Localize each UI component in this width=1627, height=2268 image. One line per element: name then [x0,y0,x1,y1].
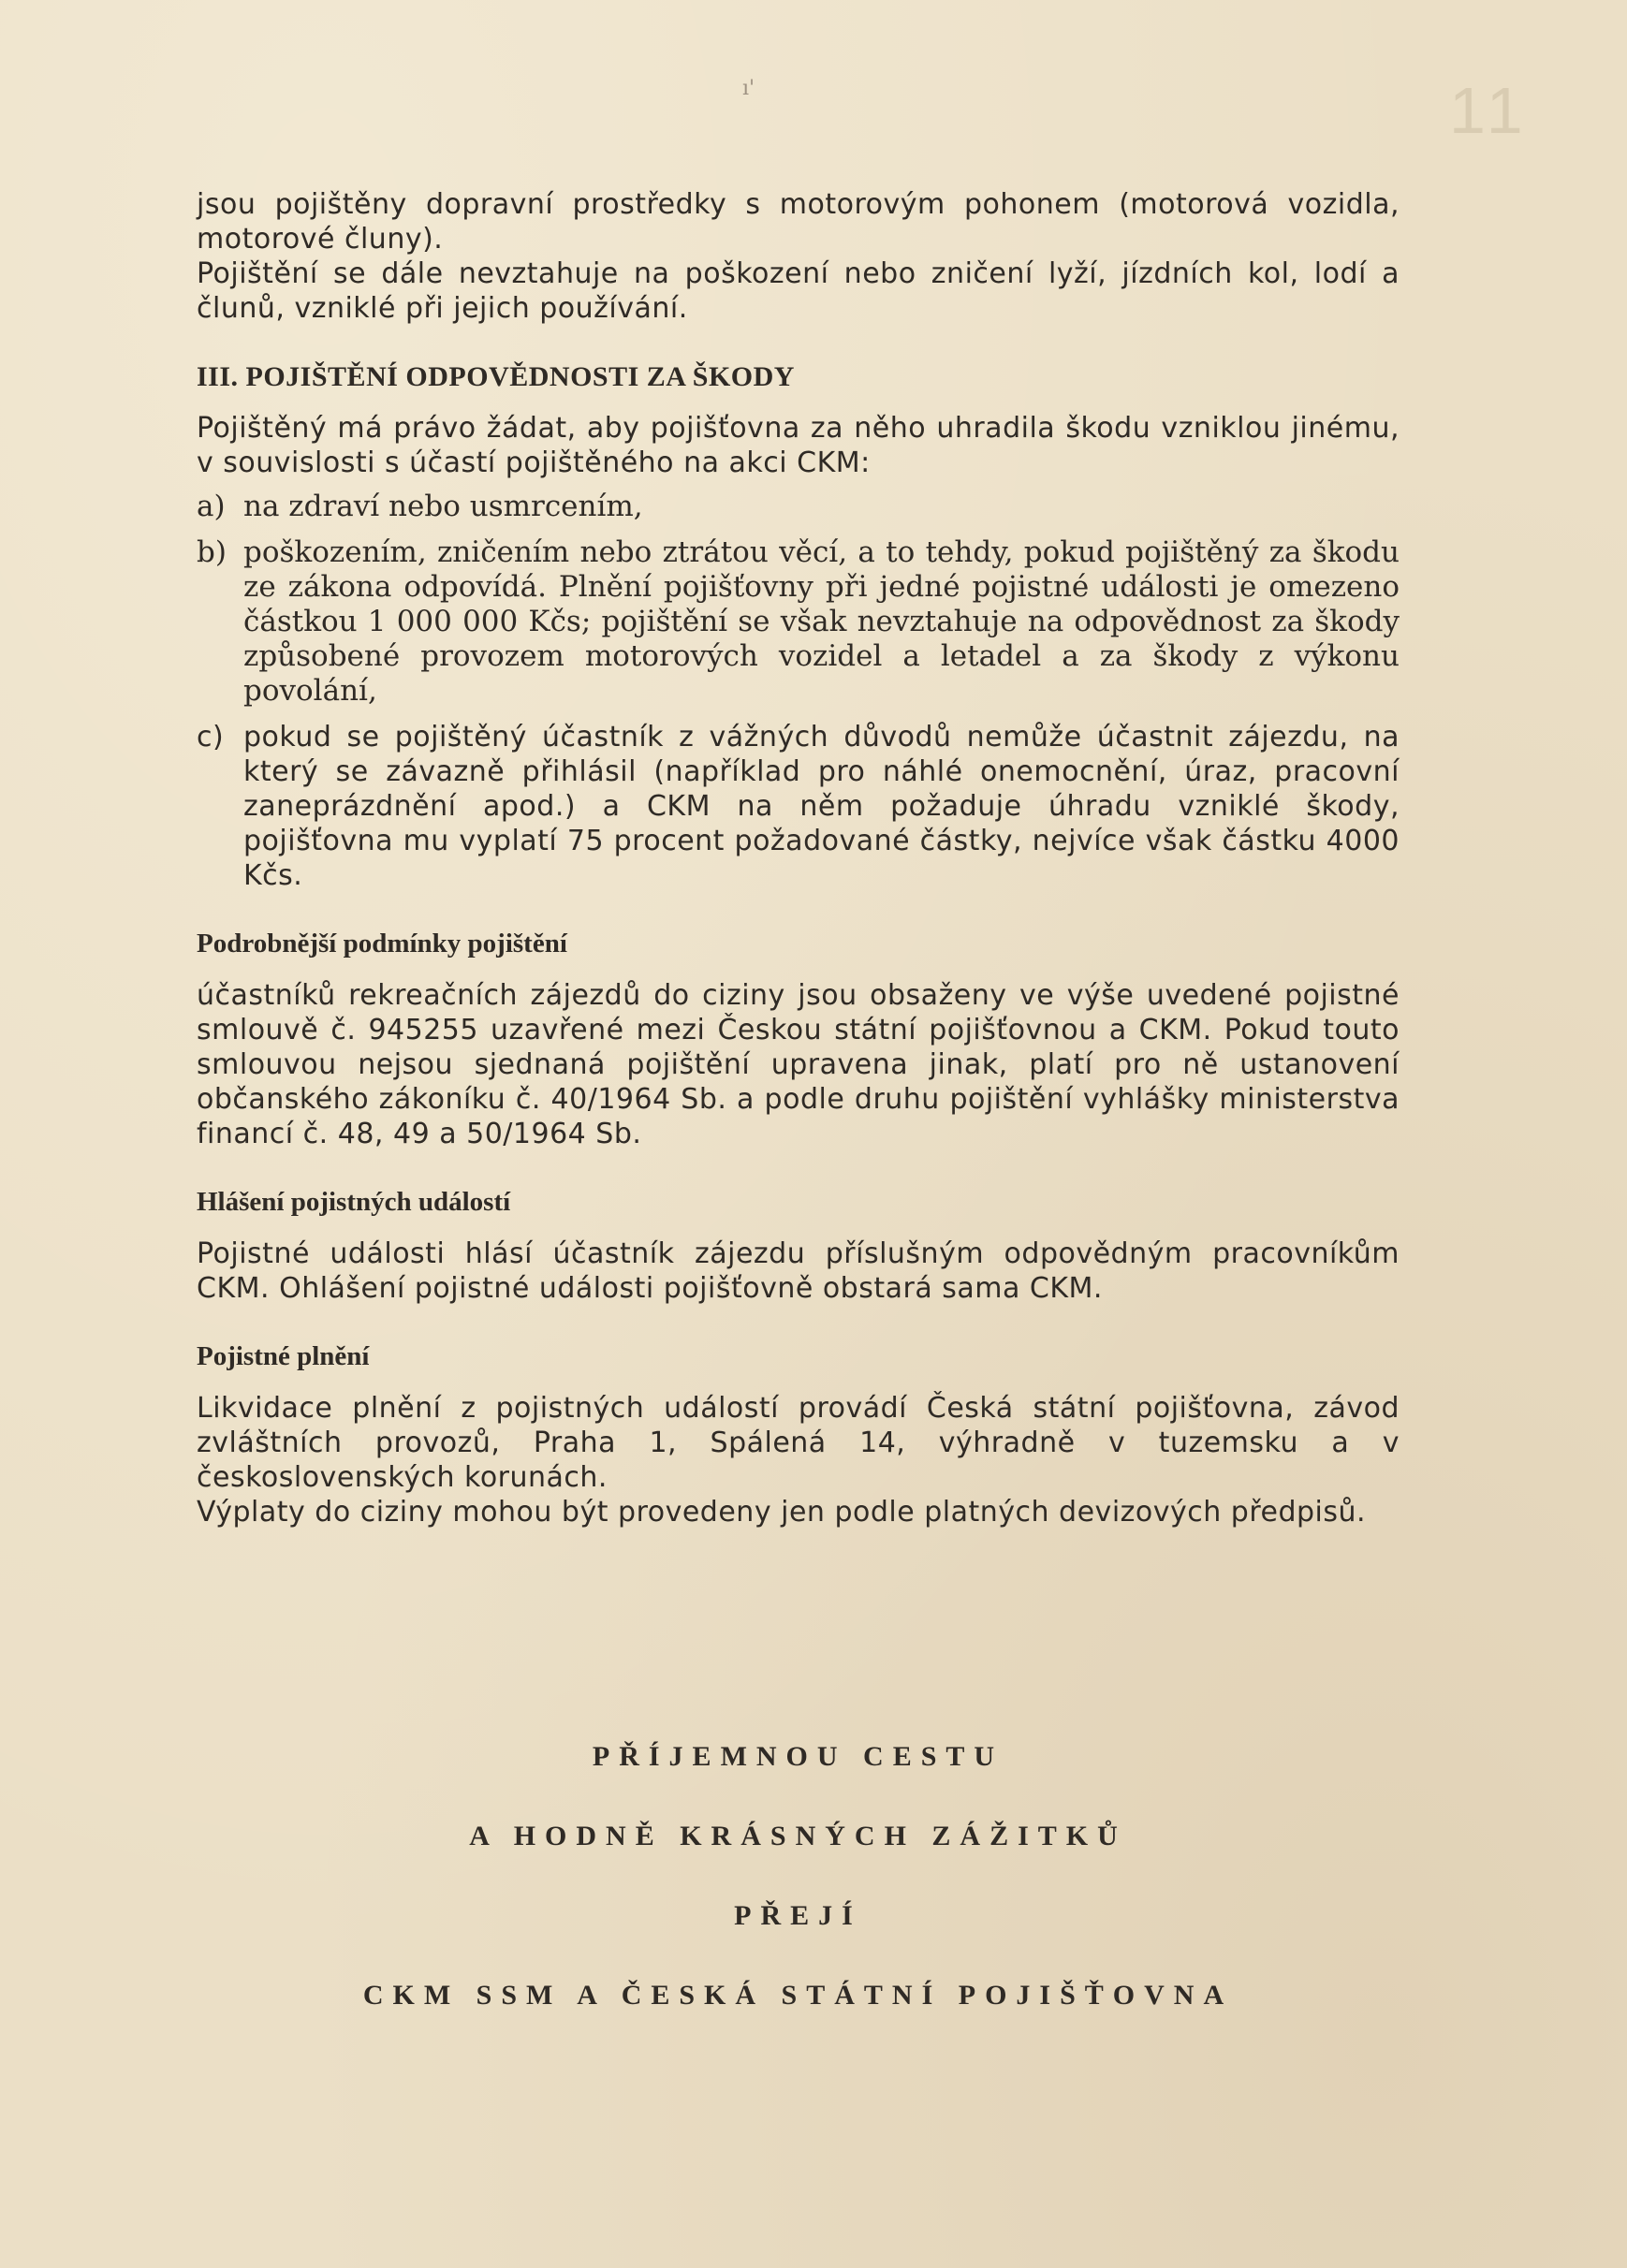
liability-intro: Pojištěný má právo žádat, aby pojišťovna za něho uhradila škodu vzniklou jinému, v souvislosti s účastí pojištěného na akci CKM: [197,412,1400,479]
paper-speck: ı' [742,77,755,100]
closing-line-1: PŘÍJEMNOU CESTU [592,1741,1004,1772]
payment-heading: Pojistné plnění [197,1341,370,1371]
document-body [197,187,1400,1529]
closing-greeting [197,1741,1400,2059]
conditions-heading: Podrobnější podmínky pojištění [197,929,567,958]
conditions-paragraph: účastníků rekreačních zájezdů do ciziny jsou obsaženy ve výše uvedené pojistné smlouvě č. 945255 uzavřené mezi Českou státní pojišťovnou a CKM. Pokud touto smlouvou nejsou sjednaná pojištění upravena jinak, platí pro ně ustanovení občanského zákoníku č. 40/1964 Sb. a podle druhu pojištění vyhlášky ministerstva financí č. 48, 49 a 50/1964 Sb. [197,979,1400,1150]
section-heading-liability: III. POJIŠTĚNÍ ODPOVĚDNOSTI ZA ŠKODY [197,361,795,392]
closing-line-4: CKM SSM A ČESKÁ STÁTNÍ POJIŠŤOVNA [362,1980,1234,2011]
liability-item-a [197,490,1400,524]
payment-paragraph-2: Výplaty do ciziny mohou být provedeny jen podle platných devizových předpisů. [197,1496,1367,1529]
list-item-text: poškozením, zničením nebo ztrátou věcí, a to tehdy, pokud pojištěný za škodu ze zákona odpovídá. Plnění pojišťovny při jedné pojistné události je omezeno částkou 1 000 000 Kčs; pojištění se však nevztahuje na odpovědnost za škody způsobené provozem motorových vozidel a letadel a za škody z výkonu povolání, [243,535,1400,708]
payment-paragraph-1: Likvidace plnění z pojistných událostí provádí Česká státní pojišťovna, závod zvláštních provozů, Praha 1, Spálená 14, výhradně v tuzemsku a v československých korunách. [197,1392,1400,1494]
list-marker: c) [197,721,225,754]
list-marker: a) [197,490,226,523]
liability-item-c [197,720,1400,893]
closing-line-2: A HODNĚ KRÁSNÝCH ZÁŽITKŮ [469,1821,1127,1851]
reporting-paragraph: Pojistné události hlásí účastník zájezdu příslušným odpovědným pracovníkům CKM. Ohlášení pojistné události pojišťovně obstará sama CKM. [197,1237,1400,1305]
list-item-text: pokud se pojištěný účastník z vážných důvodů nemůže účastnit zájezdu, na který se závazně přihlásil (například pro náhlé onemocnění, úraz, pracovní zaneprázdnění apod.) a CKM na něm požaduje úhradu vzniklé škody, pojišťovna mu vyplatí 75 procent požadované částky, nejvíce však částku 4000 Kčs. [243,721,1400,892]
continuation-paragraph-1: jsou pojištěny dopravní prostředky s motorovým pohonem (motorová vozidla, motorové čluny). [197,188,1400,256]
liability-item-b [197,535,1400,709]
continuation-paragraph-2: Pojištění se dále nevztahuje na poškození nebo zničení lyží, jízdních kol, lodí a člunů, vzniklé při jejich používání. [197,257,1400,325]
closing-line-3: PŘEJÍ [734,1900,862,1931]
list-item-text: na zdraví nebo usmrcením, [243,490,643,523]
list-marker: b) [197,535,227,569]
page-number-mark: 11 [1449,74,1529,147]
reporting-heading: Hlášení pojistných událostí [197,1187,511,1217]
